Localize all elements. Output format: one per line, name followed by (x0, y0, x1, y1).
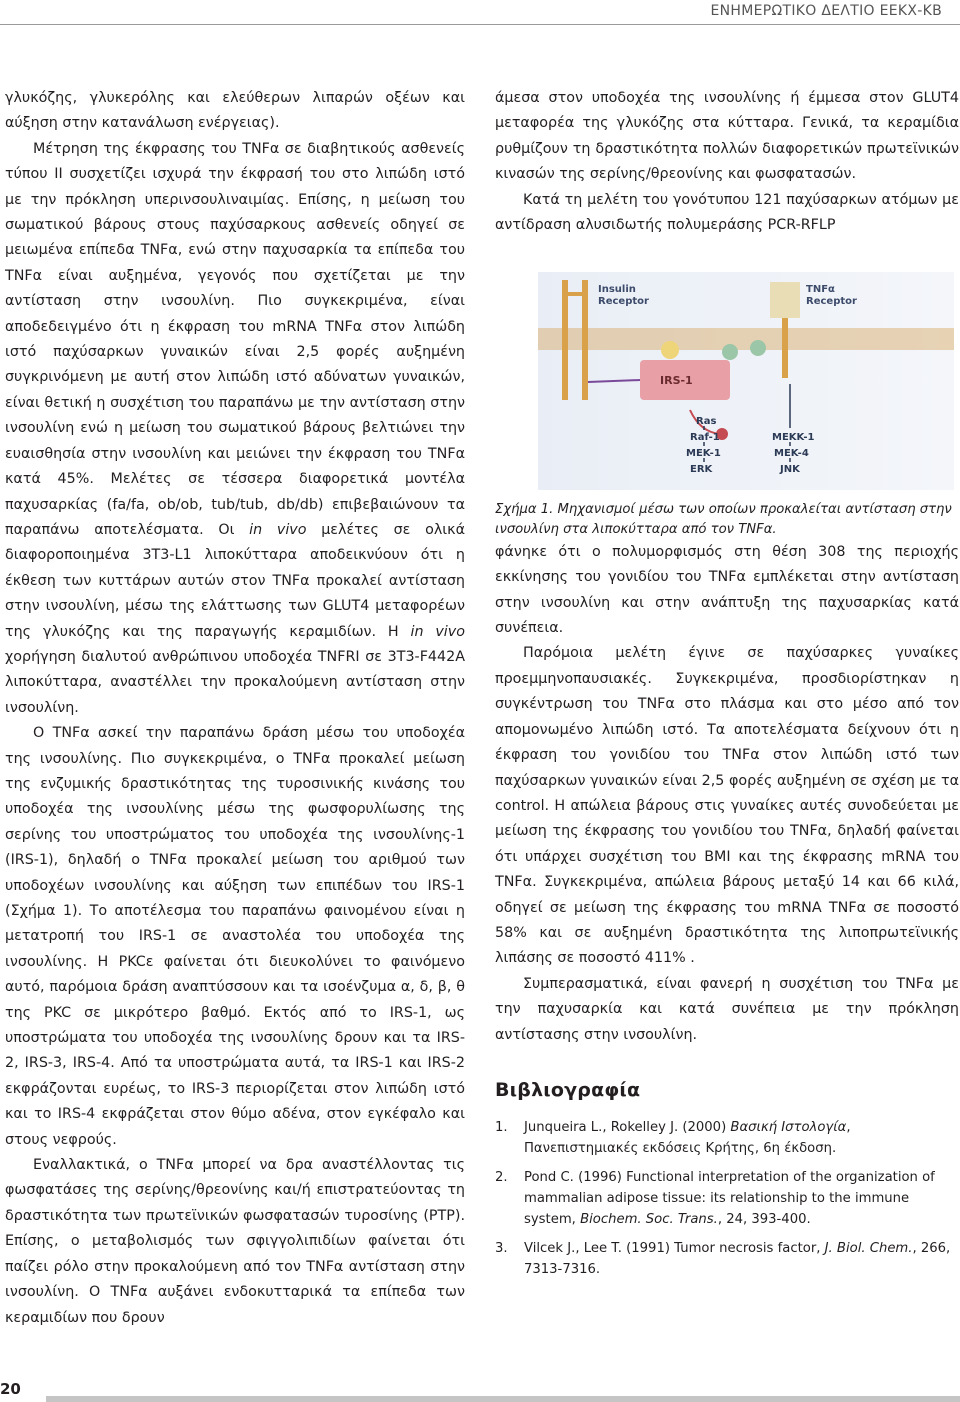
journal-title: ΕΝΗΜΕΡΩΤΙΚΟ ΔΕΛΤΙΟ ΕΕΚΧ-ΚΒ (710, 3, 942, 19)
raf1-label: Raf-1 (690, 432, 720, 444)
right-paragraph-5: Συμπερασματικά, είναι φανερή η συσχέτιση του TNFα με την παχυσαρκία και κατά συνέπεια με την πρόκληση αντίστασης στην ινσουλίνη. (495, 975, 959, 1043)
tnf-receptor-stalk (782, 318, 788, 378)
left-p2-text-c: χορήγηση διαλυτού ανθρώπινου υποδοχέα TNFRI σε 3T3-F442A λιποκύτταρα, αναστέλλει την προκαλούμενη αντίσταση στην ινσουλίνη. (5, 648, 465, 716)
reference-item: 1. Junqueira L., Rokelley J. (2000) Βασική Ιστολογία, Πανεπιστημιακές εκδόσεις Κρήτης, 6η έκδοση. (495, 1120, 851, 1157)
figure-caption-label: Σχήμα 1. (495, 501, 554, 517)
p110-subunit (722, 344, 738, 360)
page-number: 20 (0, 1380, 21, 1398)
reference-item: 2. Pond C. (1996) Functional interpretation of the organization of mammalian adipose tissue: its relationship to the immune system, Biochem. Soc. Trans., 24, 393-400. (495, 1170, 935, 1228)
insulin-receptor-alpha-left (562, 280, 568, 400)
figure-caption-text: Μηχανισμοί μέσω των οποίων προκαλείται αντίσταση στην ινσουλίνη στα λιποκύτταρα από τον TNFα. (495, 501, 952, 537)
running-header (0, 0, 942, 30)
right-paragraph-4: Παρόμοια μελέτη έγινε σε παχύσαρκες γυναίκες προεμμηνοπαυσιακές. Συγκεκριμένα, προσδιορίστηκαν η συγκέντρωση του TNFα στο πλάσμα και στο μέσο από τον απομονωμένο λιπώδη ιστό. Τα αποτελέσματα δείχνουν ότι η έκφραση του γονιδίου του TNFα στον λιπώδη ιστό των παχύσαρκων γυναικών είναι 2,5 φορές αυξημένη σε σχέση με τα control. Η απώλεια βάρους στις γυναίκες αυτές συνοδεύεται με μείωση της έκφρασης του γονιδίου του TNFα, δηλαδή φαίνεται ότι υπάρχει συσχέτιση του BMI και της έκφρασης mRNA του TNFα. Συγκεκριμένα, απώλεια βάρους μεταξύ 14 και 66 κιλά, οδηγεί σε μείωση της έκφρασης του mRNA TNFα σε ποσοστό 58% και σε αυξημένη δραστικότητα της λιποπρωτεϊνικής λιπάσης σε ποσοστό 411% . (495, 645, 959, 967)
footer-bar (46, 1396, 960, 1402)
mek1-label: MEK-1 (686, 448, 721, 460)
left-paragraph-1: γλυκόζης, γλυκερόλης και ελεύθερων λιπαρών οξέων και αύξηση στην κατανάλωση ενέργειας). (5, 90, 465, 132)
insulin-receptor-alpha-right (582, 280, 588, 400)
ph-domain (661, 341, 679, 359)
right-paragraph-2: Κατά τη μελέτη του γονότυπου 121 παχύσαρκων ατόμων με αντίδραση αλυσιδωτής πολυμεράσης PCR-RFLP (495, 191, 959, 234)
jnk-label: JNK (780, 464, 800, 476)
header-divider (0, 24, 960, 25)
bibliography-heading: Βιβλιογραφία (495, 1078, 641, 1101)
reference-item: 3. Vilcek J., Lee T. (1991) Tumor necrosis factor, J. Biol. Chem., 266, 7313-7316. (495, 1241, 951, 1278)
ras-label: Ras (696, 416, 717, 428)
left-p2-text-a: Μέτρηση της έκφρασης του TNFα σε διαβητικούς ασθενείς τύπου ΙΙ συσχετίζει ισχυρά την έκφρασή του στο λιπώδη ιστό με την πρόκληση υπερινσουλιναιμίας. Επίσης, η μείωση του σωματικού βάρους στους παχύσαρκους ασθενείς οδηγεί σε μειωμένα επίπεδα TNFα, ενώ στην παχυσαρκία τα επίπεδα του TNFα είναι αυξημένα, γεγονός που σχετίζεται με την αντίσταση στην ινσουλίνη. Πιο συγκεκριμένα, είναι αποδεδειγμένο ότι η έκφραση του mRNA TNFα στον λιπώδη ιστό παχύσαρκων γυναικών είναι 2,5 φορές αυξημένη συγκρινόμενη με αυτή στον λιπώδη ιστό αδύνατων γυναικών, είναι θετική η συσχέτιση του παραπάνω με την αντίσταση στην ινσουλίνη ενώ η μείωση του σωματικού βάρους βελτιώνει την ευαισθησία στην ινσουλίνη και μειώνει την έκφραση του TNFα κατά 45%. Μελέτες σε τέσσερα διαφορετικά μοντέλα παχυσαρκίας (fa/fa, ob/ob, tub/tub, db/db) επιβεβαιώνουν τα παραπάνω αποτελέσματα. Οι (5, 140, 465, 538)
left-column (5, 86, 465, 1331)
right-paragraph-3: φάνηκε ότι ο πολυμορφισμός στη θέση 308 της περιοχής εκκίνησης του γονιδίου του TNFα εμπλέκεται στην αντίσταση στην ινσουλίνη και στην ανάπτυξη της παχυσαρκίας κατά συνέπεια. (495, 543, 959, 637)
left-paragraph-4: Εναλλακτικά, ο TNFα μπορεί να δρα αναστέλλοντας τις φωσφατάσες της σερίνης/θρεονίνης και/ή επιστρατεύοντας τη δραστικότητα των πρωτεϊνικών φωσφατασών τυροσίνης (PTP). Επίσης, ο μεταβολισμός των σφιγγολιπιδίων φαίνεται ότι παίζει ρόλο στην προκαλούμενη από τον TNFα αντίσταση στην ινσουλίνη. Ο TNFα αυξάνει ενδοκυτταρικά τα επίπεδα των κεραμιδίων που δρουν (5, 1157, 465, 1326)
reference-list (495, 1117, 959, 1280)
mek4-label: MEK-4 (774, 448, 809, 460)
right-paragraph-1: άμεσα στον υποδοχέα της ινσουλίνης ή έμμεσα στον GLUT4 μεταφορέα της γλυκόζης στα κύτταρα. Γενικά, τα κεραμίδια ρυθμίζουν τη δραστικότητα πολλών διαφορετικών πρωτεϊνικών κινασών της σερίνης/θρεονίνης και φωσφατασών. (495, 90, 959, 183)
insulin-receptor-label: Insulin (598, 284, 636, 296)
figure-caption (495, 500, 959, 540)
left-paragraph-3: Ο TNFα ασκεί την παραπάνω δράση μέσω του υποδοχέα της ινσουλίνης. Πιο συγκεκριμένα, ο TNFα προκαλεί μείωση της ενζυμικής δραστικότητας της τυροσινικής κινάσης του υποδοχέα της ινσουλίνης μέσω της φωσφορυλίωσης της σερίνης του υποστρώματος του υποδοχέα της ινσουλίνης-1 (IRS-1), δηλαδή ο TNFα προκαλεί μείωση του αριθμού των υποδοχέων ινσουλίνης και αύξηση των επιπέδων του IRS-1 (Σχήμα 1). Το αποτέλεσμα του παραπάνω φαινομένου είναι η μετατροπή του IRS-1 σε αναστολέα του υποδοχέα της ινσουλίνης. Η PKCε φαίνεται ότι διευκολύνει το φαινόμενο αυτό, παρόμοια δράση αναπτύσσουν και τα ισοένζυμα α, δ, β, θ της PKC σε μικρότερο βαθμό. Εκτός από το IRS-1, ως υποστρώματα του υποδοχέα της ινσουλίνης δρουν και τα IRS-2, IRS-3, IRS-4. Από τα υποστρώματα αυτά, τα IRS-1 και IRS-2 εκφράζονται ευρέως, το IRS-3 περιορίζεται στον λιπώδη ιστό και το IRS-4 εκφράζεται στον θύμο αδένα, στον εγκέφαλο και στους νεφρούς. (5, 725, 465, 1148)
tnf-receptor-ectodomain (770, 282, 800, 318)
right-column (495, 86, 959, 1288)
irs1-label: IRS-1 (660, 374, 693, 388)
left-p2-italic-2: in vivo (410, 623, 465, 640)
membrane-band (538, 328, 954, 350)
erk-label: ERK (690, 464, 713, 476)
svg-text:Receptor: Receptor (806, 296, 857, 308)
left-p2-text-b: μελέτες σε ολικά διαφοροποιημένα 3T3-L1 λιποκύτταρα αποδεικνύουν ότι η έκθεση των κυττάρων αυτών στον TNFα προκαλεί αντίσταση στην ινσουλίνη, μέσω της ελάττωσης των GLUT4 μεταφορέων της γλυκόζης και της παραγωγής κεραμιδίων. Η (5, 521, 465, 640)
left-paragraph-2 (5, 137, 465, 721)
figure-insulin-signaling-diagram (490, 272, 954, 490)
p85-subunit (750, 340, 766, 356)
tnf-receptor-label: TNFα (806, 284, 835, 296)
svg-text:Receptor: Receptor (598, 296, 649, 308)
insulin-receptor-bridge (568, 292, 582, 296)
left-p2-italic-1: in vivo (249, 521, 307, 538)
mekk1-label: MEKK-1 (772, 432, 815, 444)
